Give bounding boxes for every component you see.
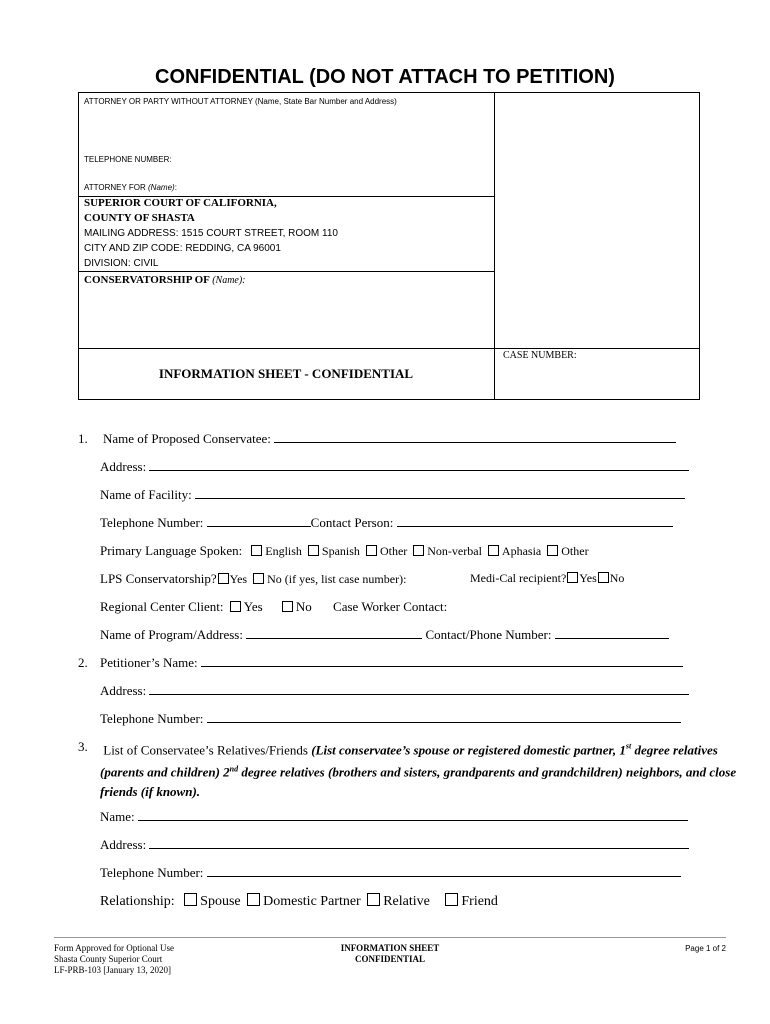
attorney-label: ATTORNEY OR PARTY WITHOUT ATTORNEY (Name, State Bar Number and Address) <box>84 97 397 106</box>
relative-name-row: Name: <box>100 809 688 825</box>
spanish-checkbox[interactable] <box>308 545 319 556</box>
telephone-contact-row: Telephone Number: Contact Person: <box>100 515 673 531</box>
facility-input[interactable] <box>195 487 685 499</box>
section-1-number: 1. <box>78 431 88 446</box>
attorney-for-label: ATTORNEY FOR (Name): <box>84 183 177 192</box>
medi-cal-no-checkbox[interactable] <box>598 572 609 583</box>
english-checkbox[interactable] <box>251 545 262 556</box>
contact-phone-input[interactable] <box>555 627 669 639</box>
court-rule-bottom <box>78 271 494 272</box>
regional-yes-checkbox[interactable] <box>230 601 241 612</box>
petitioner-address-input[interactable] <box>149 683 689 695</box>
court-block <box>84 196 338 271</box>
relative-name-input[interactable] <box>138 809 688 821</box>
petitioner-telephone-input[interactable] <box>207 711 681 723</box>
petitioner-telephone-row: Telephone Number: <box>100 711 681 727</box>
friend-checkbox[interactable] <box>445 893 458 906</box>
division: DIVISION: CIVIL <box>84 258 159 269</box>
program-address-input[interactable] <box>246 627 422 639</box>
regional-no-checkbox[interactable] <box>282 601 293 612</box>
case-number-field[interactable] <box>500 362 696 396</box>
footer-form-info: Form Approved for Optional Use Shasta County Superior Court LF-PRB-103 [January 13, 2020] <box>54 943 174 975</box>
city-zip: CITY AND ZIP CODE: REDDING, CA 96001 <box>84 243 281 254</box>
section-2-number: 2. <box>78 655 88 670</box>
proposed-conservatee-row: Name of Proposed Conservatee: <box>103 431 676 447</box>
footer-rule <box>54 937 726 938</box>
attorney-field[interactable] <box>84 108 488 152</box>
mailing-address: MAILING ADDRESS: 1515 COURT STREET, ROOM 110 <box>84 228 338 239</box>
case-number-label: CASE NUMBER: <box>503 350 577 361</box>
court-name: SUPERIOR COURT OF CALIFORNIA, <box>84 197 277 209</box>
other-checkbox[interactable] <box>547 545 558 556</box>
relative-telephone-input[interactable] <box>207 865 681 877</box>
lps-yes-checkbox[interactable] <box>218 573 229 584</box>
conservatee-telephone-input[interactable] <box>207 515 311 527</box>
conservatorship-label: CONSERVATORSHIP OF (Name): <box>84 274 246 286</box>
lps-no-checkbox[interactable] <box>253 573 264 584</box>
petitioner-name-row: Petitioner’s Name: <box>100 655 683 671</box>
conservatee-address-row: Address: <box>100 459 689 475</box>
case-worker-input[interactable] <box>451 599 651 611</box>
lps-row: LPS Conservatorship? Yes No (if yes, list case number): <box>100 571 407 586</box>
domestic-partner-checkbox[interactable] <box>247 893 260 906</box>
relative-telephone-row: Telephone Number: <box>100 865 681 881</box>
conservatee-address-input[interactable] <box>149 459 689 471</box>
conservatorship-field[interactable] <box>84 290 488 344</box>
spouse-checkbox[interactable] <box>184 893 197 906</box>
regional-center-row: Regional Center Client: Yes No Case Worker Contact: <box>100 599 651 615</box>
contact-person-input[interactable] <box>397 515 673 527</box>
relative-address-row: Address: <box>100 837 689 853</box>
form-title: CONFIDENTIAL (DO NOT ATTACH TO PETITION) <box>155 66 615 88</box>
non-verbal-checkbox[interactable] <box>413 545 424 556</box>
sheet-title: INFORMATION SHEET - CONFIDENTIAL <box>158 366 414 381</box>
aphasia-checkbox[interactable] <box>488 545 499 556</box>
page-number: Page 1 of 2 <box>685 944 726 953</box>
language-row: Primary Language Spoken: English Spanish Other Non-verbal Aphasia Other <box>100 543 589 558</box>
other-language-checkbox[interactable] <box>366 545 377 556</box>
telephone-label: TELEPHONE NUMBER: <box>84 155 172 164</box>
relationship-row: Relationship: Spouse Domestic Partner Relative Friend <box>100 894 498 909</box>
medi-cal-yes-checkbox[interactable] <box>567 572 578 583</box>
relative-checkbox[interactable] <box>367 893 380 906</box>
relatives-instructions: List of Conservatee’s Relatives/Friends (List conservatee’s spouse or registered domestic partner, 1st degree relatives (parents and children) 2nd degree relatives (brothers and sisters, grandparents and grandchildren) neighbors, and close friends (if known). <box>100 742 737 799</box>
program-row: Name of Program/Address: Contact/Phone Number: <box>100 627 669 643</box>
footer-sheet-title: INFORMATION SHEET CONFIDENTIAL <box>340 943 440 964</box>
caption-divider <box>494 92 495 400</box>
section-3-number: 3. <box>78 739 88 754</box>
medi-cal-row: Medi-Cal recipient? Yes No <box>470 571 625 585</box>
petitioner-address-row: Address: <box>100 683 689 699</box>
county-name: COUNTY OF SHASTA <box>84 212 195 224</box>
case-rule <box>78 348 700 349</box>
proposed-conservatee-input[interactable] <box>274 431 676 443</box>
facility-row: Name of Facility: <box>100 487 685 503</box>
relative-address-input[interactable] <box>149 837 689 849</box>
petitioner-name-input[interactable] <box>201 655 683 667</box>
